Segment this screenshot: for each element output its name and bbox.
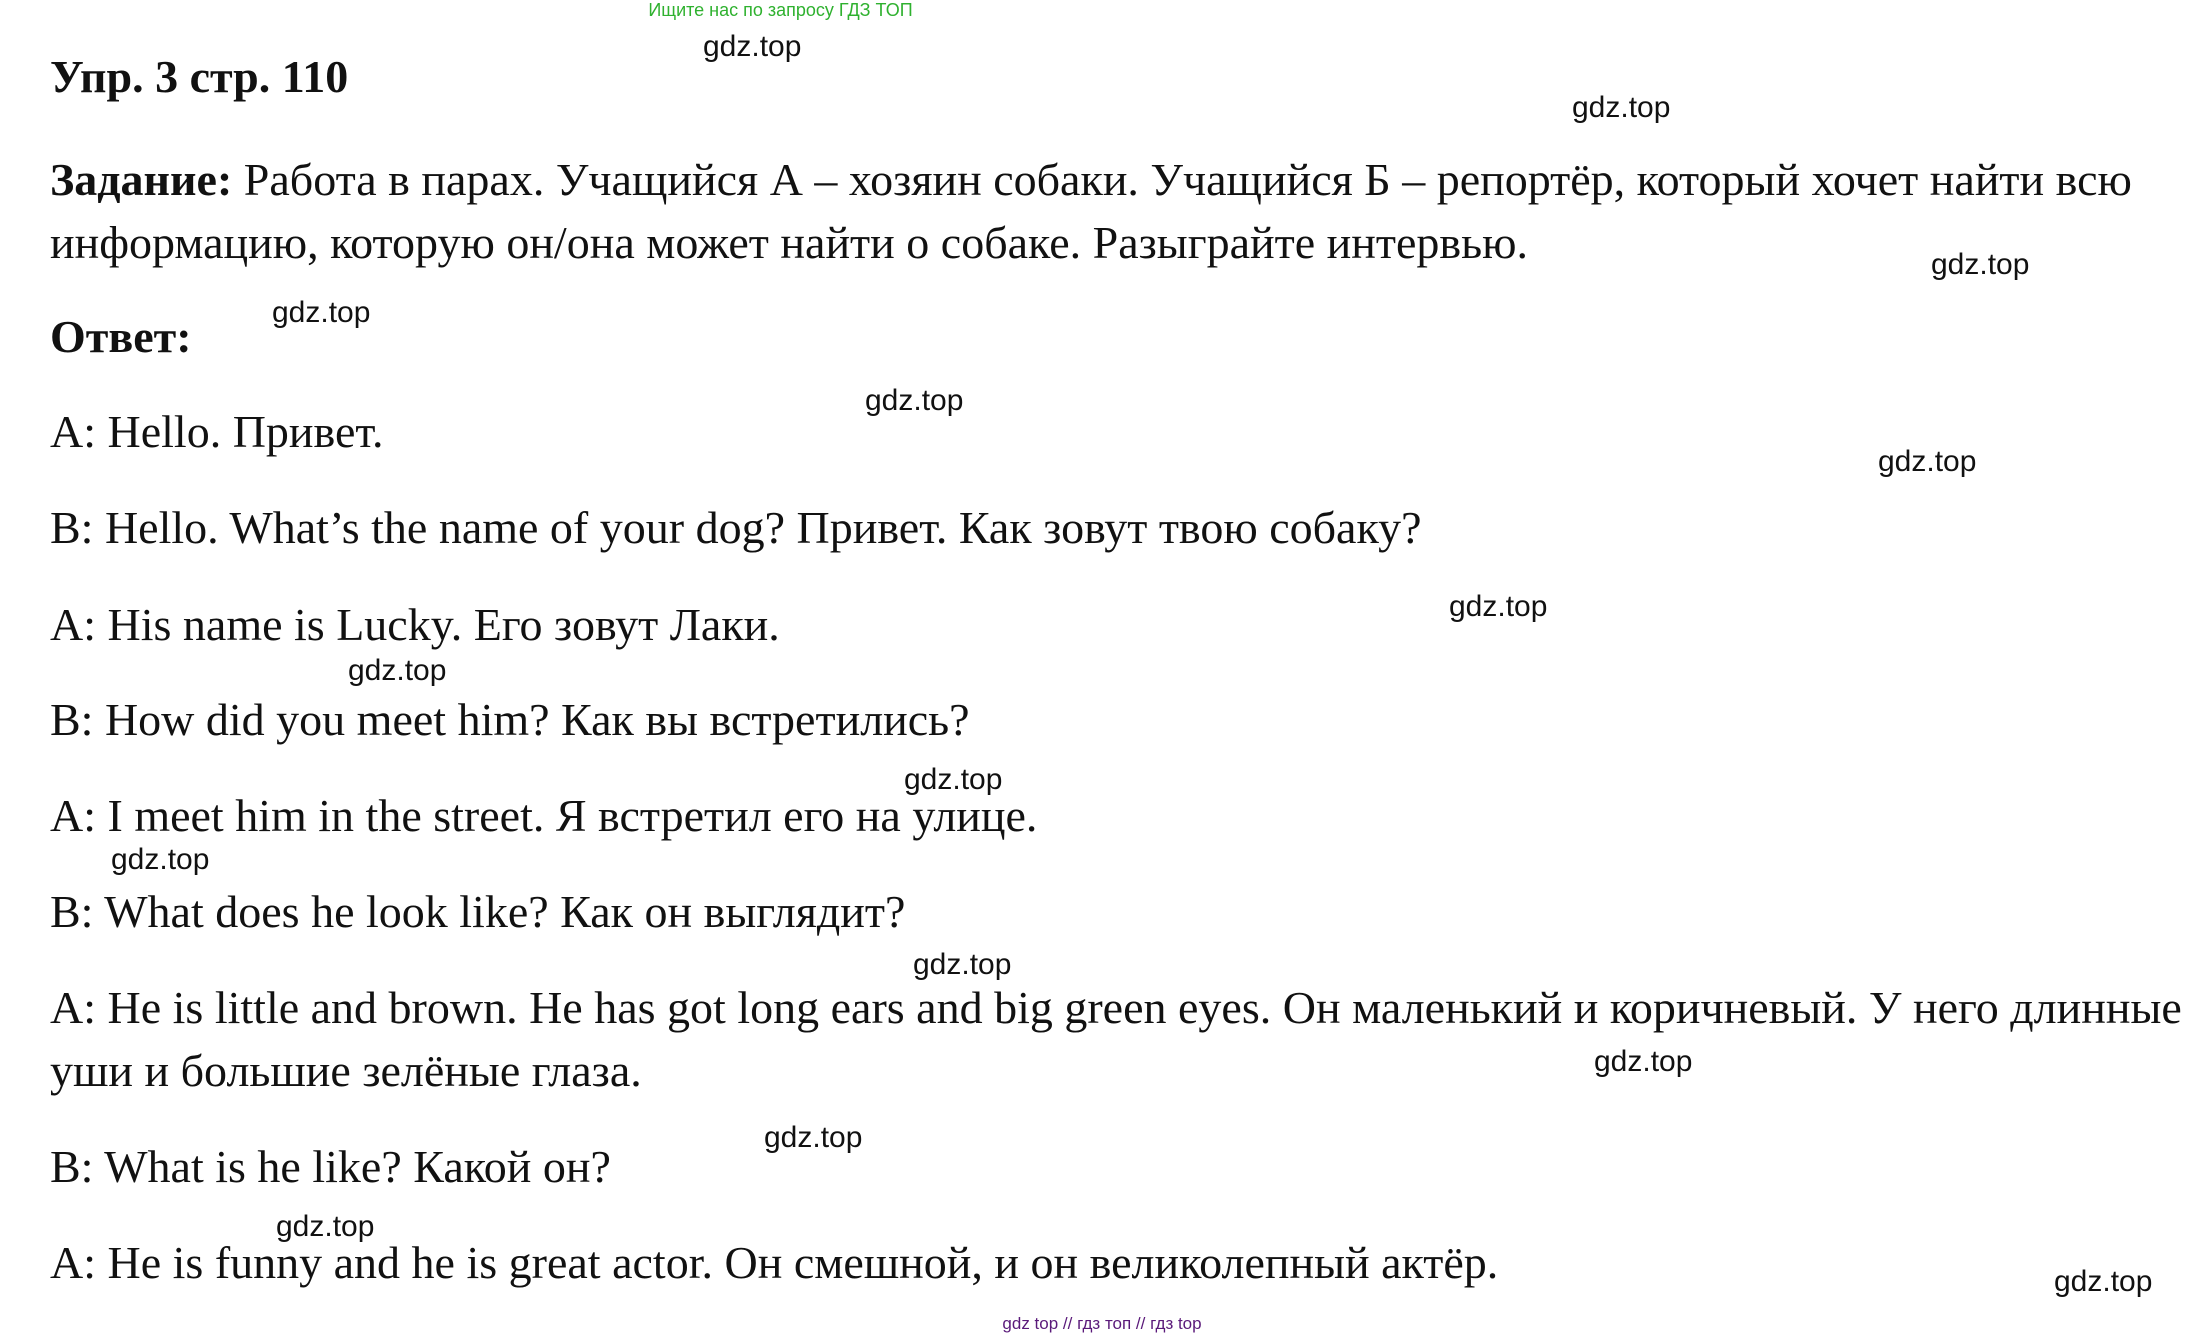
watermark: gdz.top [276,1210,375,1243]
watermark: gdz.top [348,654,447,687]
dialogue-line-8: B: What is he like? Какой он? [50,1141,611,1192]
top-banner: Ищите нас по запросу ГДЗ ТОП [648,0,913,20]
footer-watermark: gdz top // гдз топ // гдз top [1002,1314,1202,1333]
task-text: Работа в парах. Учащийся А – хозяин собаки. Учащийся Б – репортёр, который хочет найти всю информацию, которую он/она может найти о собаке. Разыграйте интервью. [50,154,2132,268]
dialogue-line-5: A: I meet him in the street. Я встретил его на улице. [50,790,1038,841]
watermark: gdz.top [111,843,210,876]
watermark: gdz.top [1878,445,1977,478]
watermark: gdz.top [764,1121,863,1154]
dialogue-line-4: B: How did you meet him? Как вы встретились? [50,694,970,745]
watermark: gdz.top [703,30,802,63]
dialogue-line-9: A: He is funny and he is great actor. Он смешной, и он великолепный актёр. [50,1237,1499,1288]
dialogue-line-6: B: What does he look like? Как он выглядит? [50,886,906,937]
answer-label: Ответ: [50,311,192,362]
dialogue-line-1: A: Hello. Привет. [50,406,384,457]
watermark: gdz.top [1931,248,2030,281]
task-paragraph [50,148,2180,274]
watermark: gdz.top [1594,1045,1693,1078]
watermark: gdz.top [1449,590,1548,623]
task-label: Задание: [50,154,233,205]
watermark: gdz.top [2054,1265,2153,1298]
page-title: Упр. 3 стр. 110 [50,51,349,102]
dialogue-line-7: A: He is little and brown. He has got long ears and big green eyes. Он маленький и коричневый. У него длинные уши и большие зелёные глаза. [50,982,2182,1096]
watermark: gdz.top [1572,91,1671,124]
watermark: gdz.top [913,948,1012,981]
dialogue-line-3: A: His name is Lucky. Его зовут Лаки. [50,599,780,650]
watermark: gdz.top [272,296,371,329]
watermark: gdz.top [904,763,1003,796]
watermark: gdz.top [865,384,964,417]
dialogue-line-2: B: Hello. What’s the name of your dog? Привет. Как зовут твою собаку? [50,502,1422,553]
